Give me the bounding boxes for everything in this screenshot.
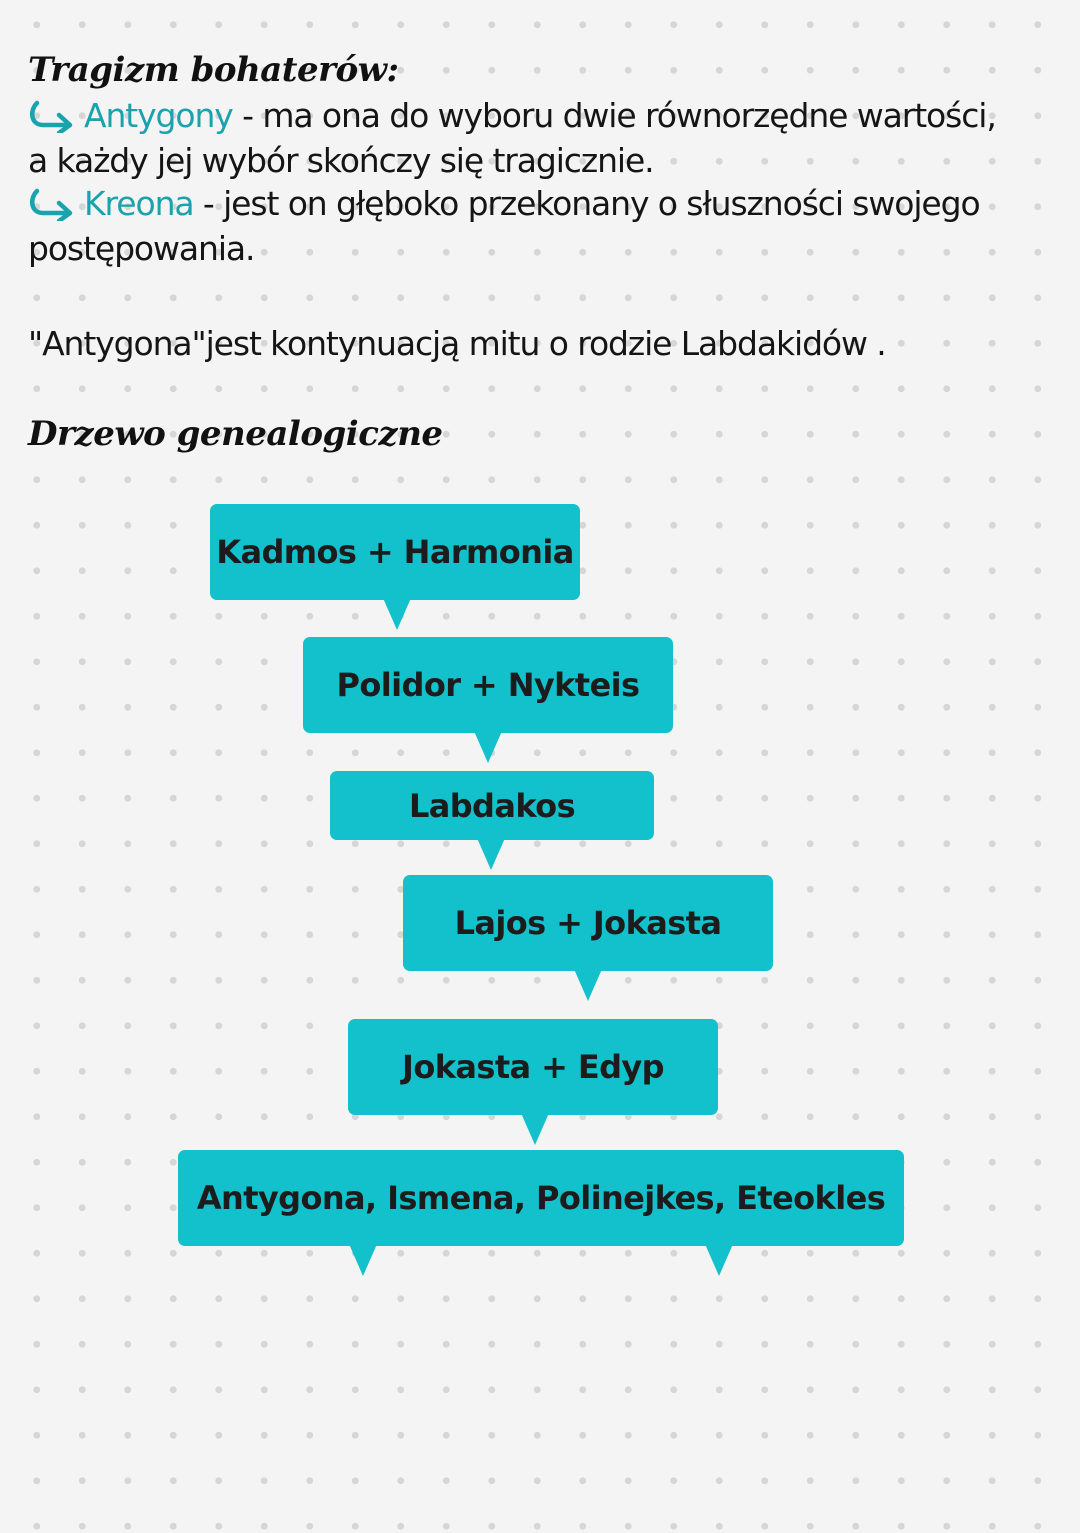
kreona-line-1 [28, 184, 980, 223]
antygony-description: - ma ona do wyboru dwie równorzędne wartości, [232, 96, 996, 135]
tree-node-labdakos: Labdakos [330, 771, 654, 840]
tree-connector [477, 838, 505, 870]
tree-connector [521, 1113, 549, 1145]
tree-node-kadmos-harmonia: Kadmos + Harmonia [210, 504, 580, 600]
antygony-name: Antygony [84, 96, 233, 135]
curved-arrow-icon [28, 187, 78, 221]
intro-sentence: "Antygona"jest kontynuacją mitu o rodzie Labdakidów . [28, 324, 886, 363]
kreona-name: Kreona [84, 184, 194, 223]
tree-connector [474, 731, 502, 763]
drzewo-heading: Drzewo genealogiczne [28, 414, 443, 454]
antygony-line-2: a każdy jej wybór skończy się tragicznie. [28, 141, 654, 180]
tree-node-polidor-nykteis: Polidor + Nykteis [303, 637, 673, 733]
tree-node-lajos-jokasta: Lajos + Jokasta [403, 875, 773, 971]
tree-node-children: Antygona, Ismena, Polinejkes, Eteokles [178, 1150, 904, 1246]
tree-node-jokasta-edyp: Jokasta + Edyp [348, 1019, 718, 1115]
kreona-description: - jest on głęboko przekonany o słuszności swojego [193, 184, 980, 223]
tree-connector [705, 1244, 733, 1276]
curved-arrow-icon [28, 99, 78, 133]
tree-connector [383, 598, 411, 630]
tragizm-heading: Tragizm bohaterów: [28, 50, 399, 90]
tree-connector [574, 969, 602, 1001]
antygony-line-1 [28, 96, 996, 135]
kreona-line-2: postępowania. [28, 229, 255, 268]
tree-connector [349, 1244, 377, 1276]
